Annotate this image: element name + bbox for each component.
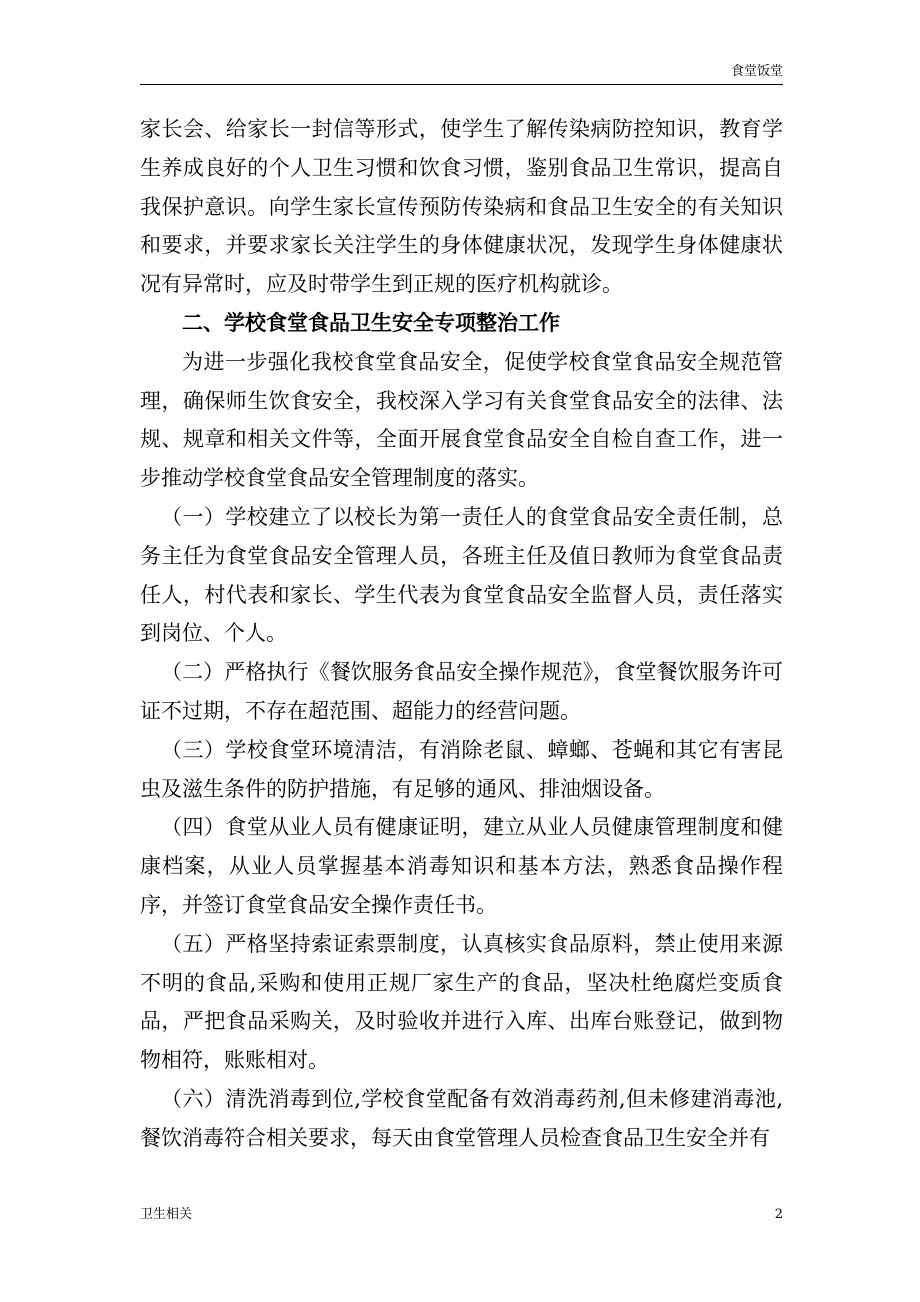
- paragraph-continuation: 家长会、给家长一封信等形式，使学生了解传染病防控知识，教育学生养成良好的个人卫生习惯和饮食习惯，鉴别食品卫生常识，提高自我保护意识。向学生家长宣传预防传染病和食品卫生安全的有关知识和要求，并要求家长关注学生的身体健康状况，发现学生身体健康状况有异常时，应及时带学生到正规的医疗机构就诊。: [140, 117, 783, 297]
- paragraph-item-5: （五）严格坚持索证索票制度，认真核实食品原料，禁止使用来源不明的食品,采购和使用正规厂家生产的食品，坚决杜绝腐烂变质食品，严把食品采购关，及时验收并进行入库、出库台账登记，做到物物相符，账账相对。: [140, 931, 783, 1073]
- section-heading: 二、学校食堂食品卫生安全专项整治工作: [182, 309, 560, 335]
- paragraph-item-1: （一）学校建立了以校长为第一责任人的食堂食品安全责任制，总务主任为食堂食品安全管理人员，各班主任及值日教师为食堂食品责任人，村代表和家长、学生代表为食堂食品安全监督人员，责任落实到岗位、个人。: [140, 504, 783, 646]
- header-title: 食堂饭堂: [730, 64, 783, 79]
- page-footer: [140, 1205, 783, 1225]
- paragraph-item-6: （六）清洗消毒到位,学校食堂配备有效消毒药剂,但未修建消毒池,餐饮消毒符合相关要求，每天由食堂管理人员检查食品卫生安全并有: [140, 1086, 783, 1150]
- footer-label: 卫生相关: [140, 1207, 193, 1222]
- page-number: 2: [774, 1207, 783, 1222]
- paragraph-item-4: （四）食堂从业人员有健康证明，建立从业人员健康管理制度和健康档案，从业人员掌握基本消毒知识和基本方法，熟悉食品操作程序，并签订食堂食品安全操作责任书。: [140, 815, 783, 917]
- paragraph-item-2: （二）严格执行《餐饮服务食品安全操作规范》，食堂餐饮服务许可证不过期，不存在超范围、超能力的经营问题。: [140, 660, 783, 723]
- paragraph-intro: 为进一步强化我校食堂食品安全，促使学校食堂食品安全规范管理，确保师生饮食安全，我校深入学习有关食堂食品安全的法律、法规、规章和相关文件等，全面开展食堂食品安全自检自查工作，进一步推动学校食堂食品安全管理制度的落实。: [140, 349, 783, 491]
- document-body: [140, 110, 783, 1158]
- paragraph-item-3: （三）学校食堂环境清洁，有消除老鼠、蟑螂、苍蝇和其它有害昆虫及滋生条件的防护措施，有足够的通风、排油烟设备。: [140, 737, 783, 801]
- page-header: [140, 52, 783, 85]
